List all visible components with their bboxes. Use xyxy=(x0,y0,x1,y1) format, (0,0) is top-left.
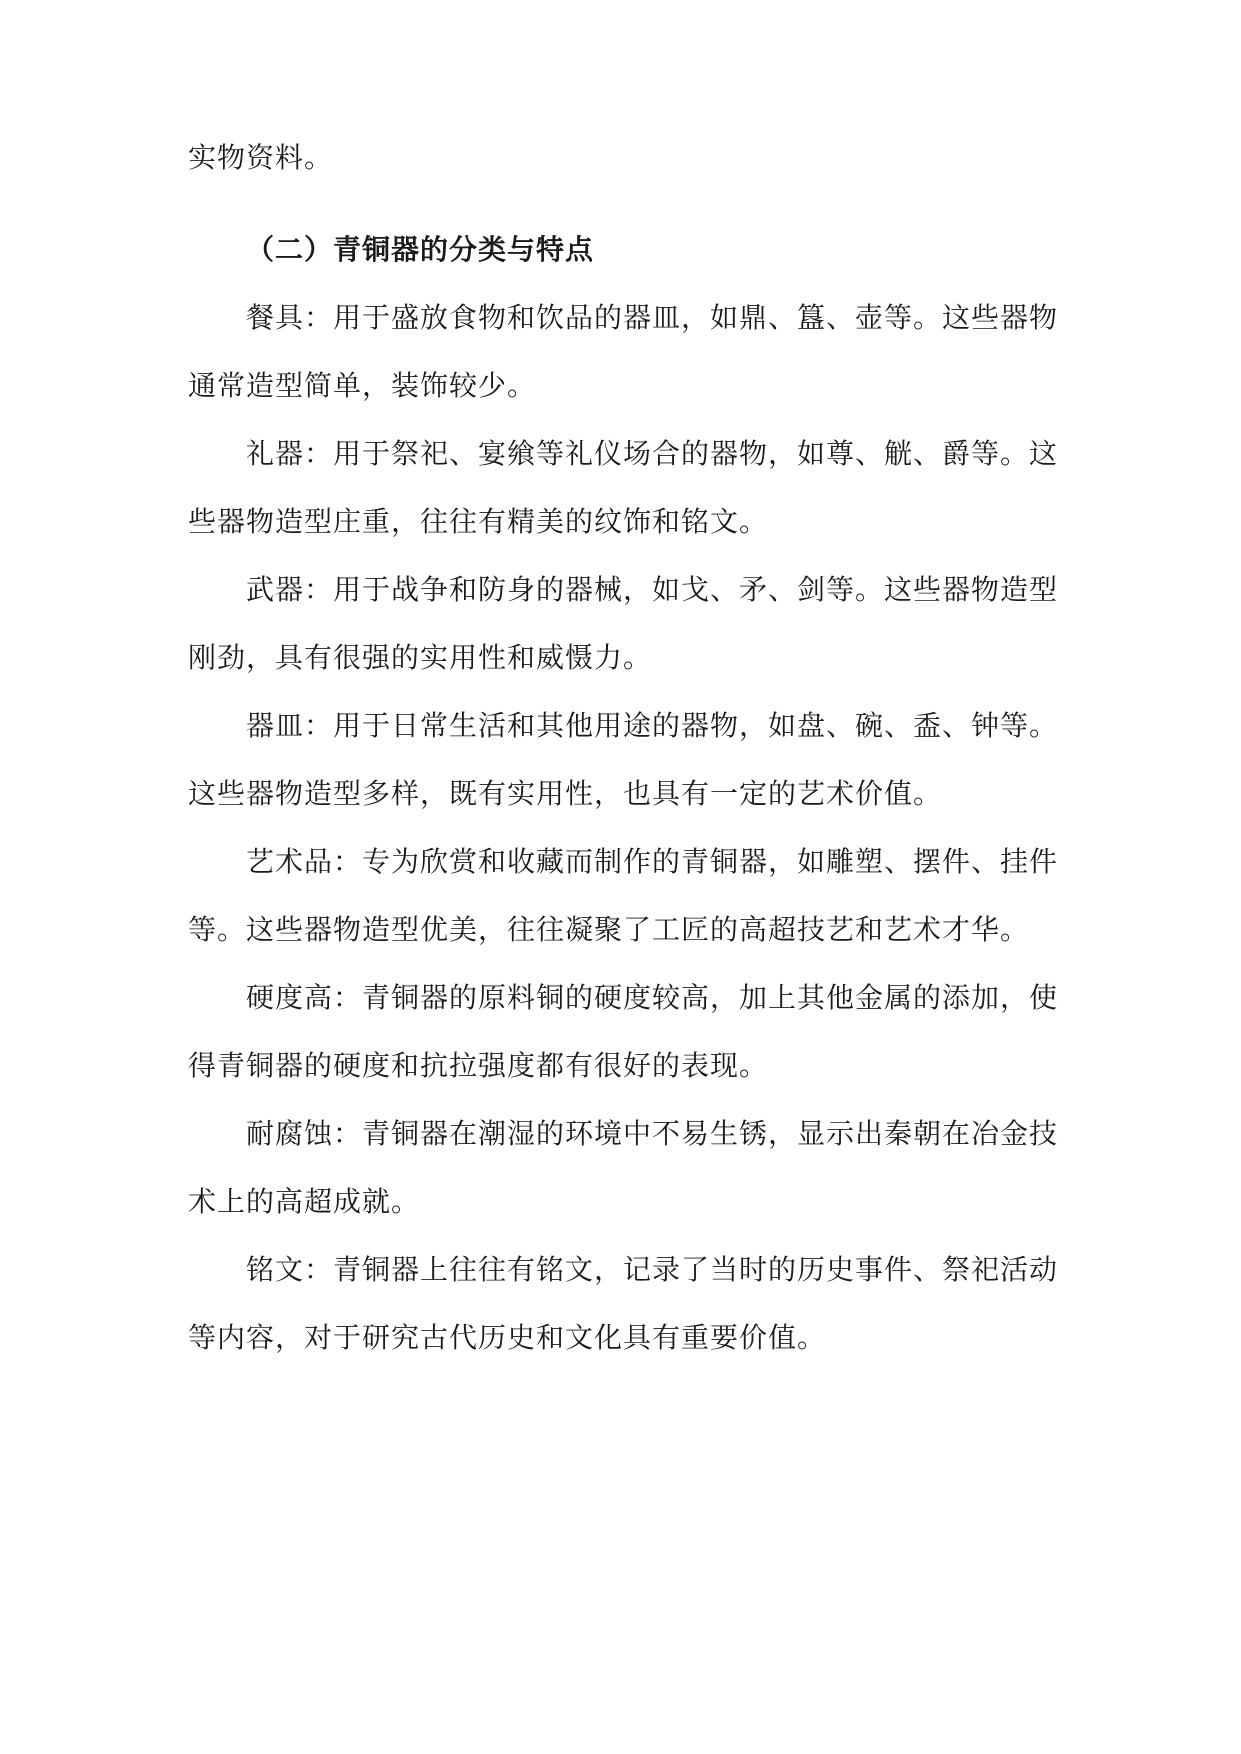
paragraph-artworks-line1: 艺术品：专为欣赏和收藏而制作的青铜器，如雕塑、摆件、挂件 xyxy=(246,845,1059,878)
paragraph-vessels-line1: 器皿：用于日常生活和其他用途的器物，如盘、碗、盉、钟等。 xyxy=(246,709,1059,742)
paragraph-artworks-line2: 等。这些器物造型优美，往往凝聚了工匠的高超技艺和艺术才华。 xyxy=(188,913,1030,946)
paragraph-vessels-line2: 这些器物造型多样，既有实用性，也具有一定的艺术价值。 xyxy=(188,777,943,810)
continuation-text: 实物资料。 xyxy=(188,141,334,174)
paragraph-inscriptions-line1: 铭文：青铜器上往往有铭文，记录了当时的历史事件、祭祀活动 xyxy=(246,1253,1059,1286)
paragraph-weapons-line1: 武器：用于战争和防身的器械，如戈、矛、剑等。这些器物造型 xyxy=(246,573,1059,606)
paragraph-hardness-line1: 硬度高：青铜器的原料铜的硬度较高，加上其他金属的添加，使 xyxy=(246,981,1059,1014)
paragraph-tableware-line2: 通常造型简单，装饰较少。 xyxy=(188,369,537,402)
section-heading: （二）青铜器的分类与特点 xyxy=(246,233,595,266)
paragraph-ritual-line2: 些器物造型庄重，往往有精美的纹饰和铭文。 xyxy=(188,505,769,538)
paragraph-inscriptions-line2: 等内容，对于研究古代历史和文化具有重要价值。 xyxy=(188,1321,827,1354)
paragraph-ritual-line1: 礼器：用于祭祀、宴飨等礼仪场合的器物，如尊、觥、爵等。这 xyxy=(246,437,1059,470)
paragraph-weapons-line2: 刚劲，具有很强的实用性和威慑力。 xyxy=(188,641,653,674)
paragraph-tableware-line1: 餐具：用于盛放食物和饮品的器皿，如鼎、簋、壶等。这些器物 xyxy=(246,301,1059,334)
paragraph-corrosion-line1: 耐腐蚀：青铜器在潮湿的环境中不易生锈，显示出秦朝在冶金技 xyxy=(246,1117,1059,1150)
paragraph-corrosion-line2: 术上的高超成就。 xyxy=(188,1185,421,1218)
paragraph-hardness-line2: 得青铜器的硬度和抗拉强度都有很好的表现。 xyxy=(188,1049,769,1082)
